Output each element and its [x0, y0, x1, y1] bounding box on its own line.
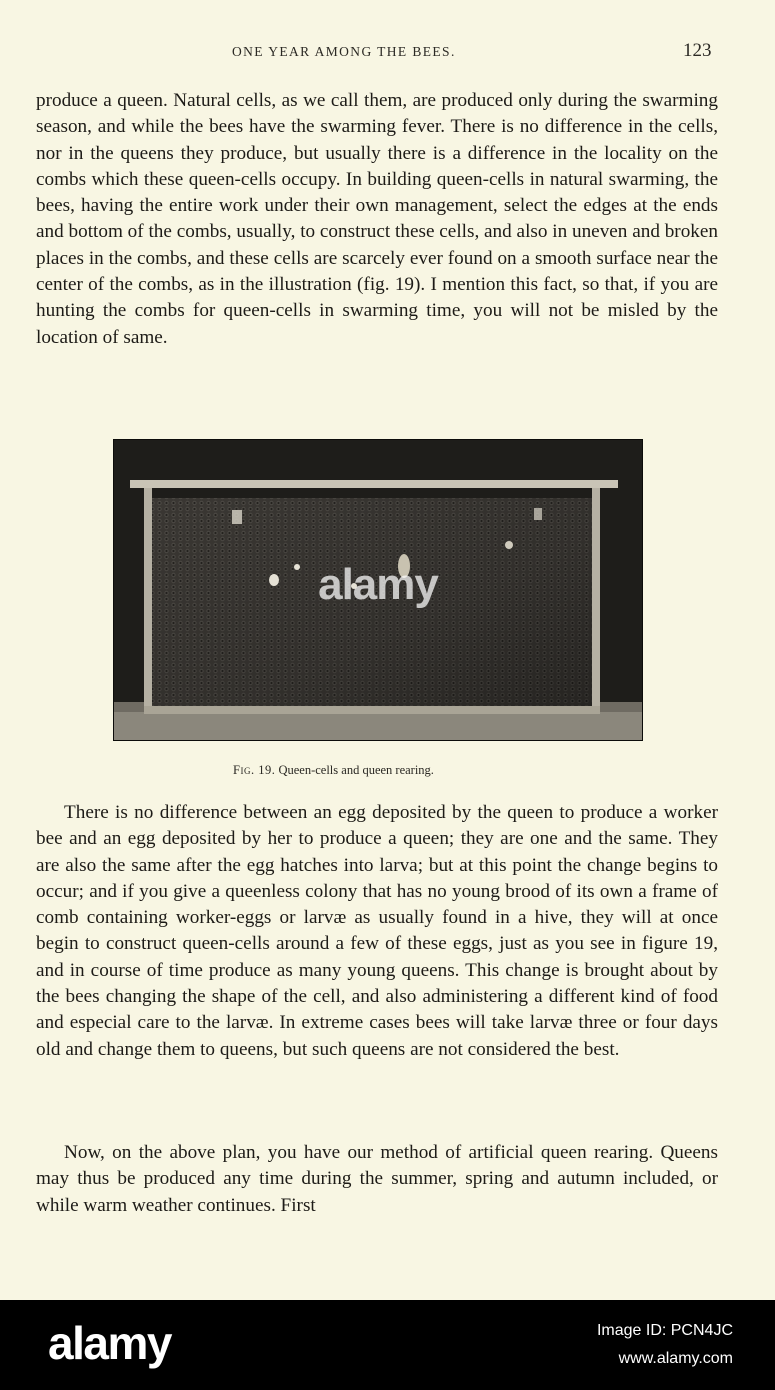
figure-label: Fig. 19.: [233, 763, 276, 777]
alamy-logo: alamy: [48, 1317, 171, 1369]
image-id: Image ID: PCN4JC: [596, 1322, 733, 1339]
photo-watermark: alamy: [318, 560, 438, 609]
page-number: 123: [683, 40, 712, 61]
paragraph-3: Now, on the above plan, you have our method of artificial queen rearing. Queens may thus be produced any time during the summer, spring and autumn included, or while warm weather continues. First: [36, 1142, 718, 1216]
running-title: ONE YEAR AMONG THE BEES.: [232, 44, 456, 59]
figure-photo: [113, 439, 643, 741]
paragraph-2: There is no difference between an egg deposited by the queen to produce a worker bee and an egg deposited by her to produce a queen; they are one and the same. They are also the same after the egg hatches into larva; but at this point the change begins to occur; and if you give a queenless colony that has no young brood of its own a frame of comb containing worker-eggs or larvæ as usually found in a hive, they will at once begin to construct queen-cells around a few of these eggs, just as you see in figure 19, and in course of time produce as many young queens. This change is brought about by the bees changing the shape of the cell, and also administering a different kind of food and especial care to the larvæ. In extreme cases bees will take larvæ three or four days old and change them to queens, but such queens are not considered the best.: [36, 802, 718, 1060]
paragraph-1: produce a queen. Natural cells, as we call them, are produced only during the swarming season, and while the bees have the swarming fever. There is no difference in the cells, nor in the queens they produce, but usually there is a difference in the locality on the combs which these queen-cells occupy. In building queen-cells in natural swarming, the bees, having the entire work under their own management, select the edges at the ends and bottom of the combs, usually, to construct these cells, and also in uneven and broken places in the combs, and these cells are scarcely ever found on a smooth surface near the center of the combs, as in the illustration (fig. 19). I mention this fact, so that, if you are hunting the combs for queen-cells in swarming time, you will not be misled by the location of same.: [36, 90, 718, 348]
figure-caption-text: Queen-cells and queen rearing.: [278, 763, 434, 777]
site-url[interactable]: www.alamy.com: [618, 1350, 733, 1367]
figure-caption: [233, 763, 434, 778]
stock-footer-bar: [0, 1300, 775, 1390]
